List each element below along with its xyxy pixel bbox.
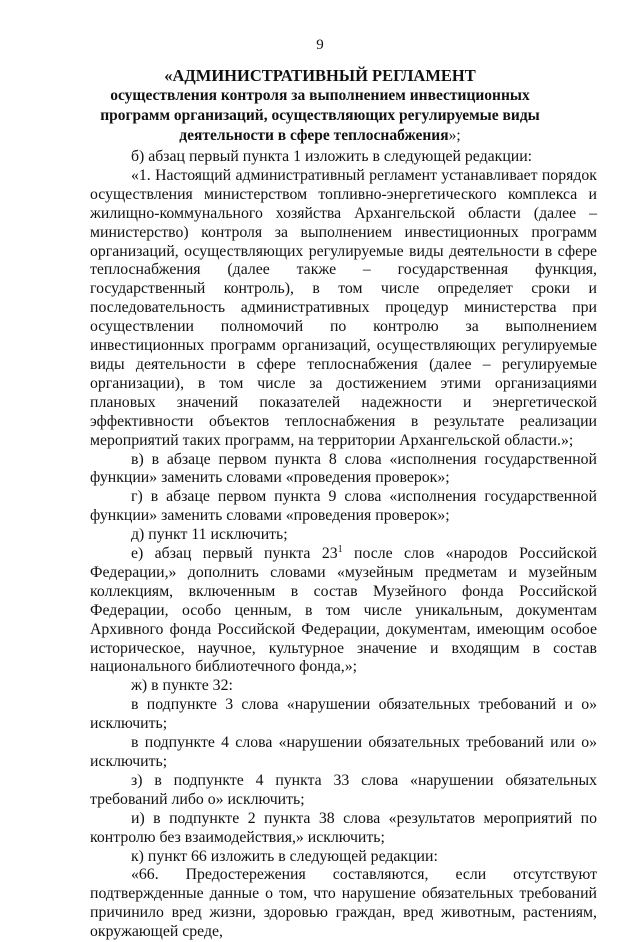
paragraph-zh: ж) в пункте 32: <box>131 677 233 695</box>
title-line-1: «АДМИНИСТРАТИВНЫЙ РЕГЛАМЕНТ <box>164 66 476 85</box>
paragraph-i: и) в подпункте 2 пункта 38 слова «результатов мероприятий по контролю без взаимодействия,» исключить; <box>90 809 597 846</box>
superscript: 1 <box>337 544 343 556</box>
paragraph-zh-sub4: в подпункте 4 слова «нарушении обязательных требований или о» исключить; <box>90 734 597 770</box>
title-line-2: осуществления контроля за выполнением инвестиционных программ организаций, осуществляющих регулируемые виды деятельности в сфере теплоснабжения»; <box>100 87 540 144</box>
paragraph-b-text: «1. Настоящий административный регламент устанавливает порядок осуществления министерством топливно-энергетического комплекса и жилищно-коммунального хозяйства Архангельской области (далее – министерство) контроля за выполнением инвестиционных программ организаций, осуществляющих регулируемые виды деятельности в сфере теплоснабжения (далее также – государственная функция, государственный контроль), в том числе определяет сроки и последовательность административных процедур министерства при осуществлении полномочий по контролю за выполнением инвестиционных программ организаций, осуществляющих регулируемые виды деятельности в сфере теплоснабжения (далее – регулируемые организации), в том числе за достижением этими организациями плановых значений показателей надежности и энергетической эффективности объектов теплоснабжения в результате реализации мероприятий таких программ, на территории Архангельской области.»; <box>90 166 597 449</box>
paragraph-k: к) пункт 66 изложить в следующей редакции: <box>131 847 438 865</box>
page-number: 9 <box>316 37 324 53</box>
paragraph-zh-sub3: в подпункте 3 слова «нарушении обязательных требований и о» исключить; <box>90 696 597 733</box>
paragraph-b: б) абзац первый пункта 1 изложить в следующей редакции: <box>131 148 533 165</box>
document-body <box>90 148 597 942</box>
title-closing: »; <box>448 127 461 144</box>
paragraph-e: е) абзац первый пункта $23^1$ после слов «народов Российской Федерации,» дополнить словами «музейным предметам и музейным коллекциям, включенным в состав Музейного фонда Российской Федерации, особо ценным, в том числе уникальным, документам Архивного фонда Российской Федерации, документам, имеющим особое историческое, научное, культурное значение и входящим в состав национального библиотечного фонда,»; <box>90 544 598 676</box>
paragraph-z: з) в подпункте 4 пункта 33 слова «нарушении обязательных требований либо о» исключить; <box>90 771 597 808</box>
paragraph-d: д) пункт 11 исключить; <box>131 526 288 544</box>
paragraph-v: в) в абзаце первом пункта 8 слова «исполнения государственной функции» заменить словами «проведения проверок»; <box>90 450 597 487</box>
paragraph-k-text: «66. Предостережения составляются, если отсутствуют подтвержденные данные о том, что нарушение обязательных требований причинило вред жизни, здоровью граждан, вред животным, растениям, окружающей среде, <box>90 866 597 941</box>
regulation-title <box>80 66 560 146</box>
paragraph-g: г) в абзаце первом пункта 9 слова «исполнения государственной функции» заменить словами «проведения проверок»; <box>90 488 597 525</box>
